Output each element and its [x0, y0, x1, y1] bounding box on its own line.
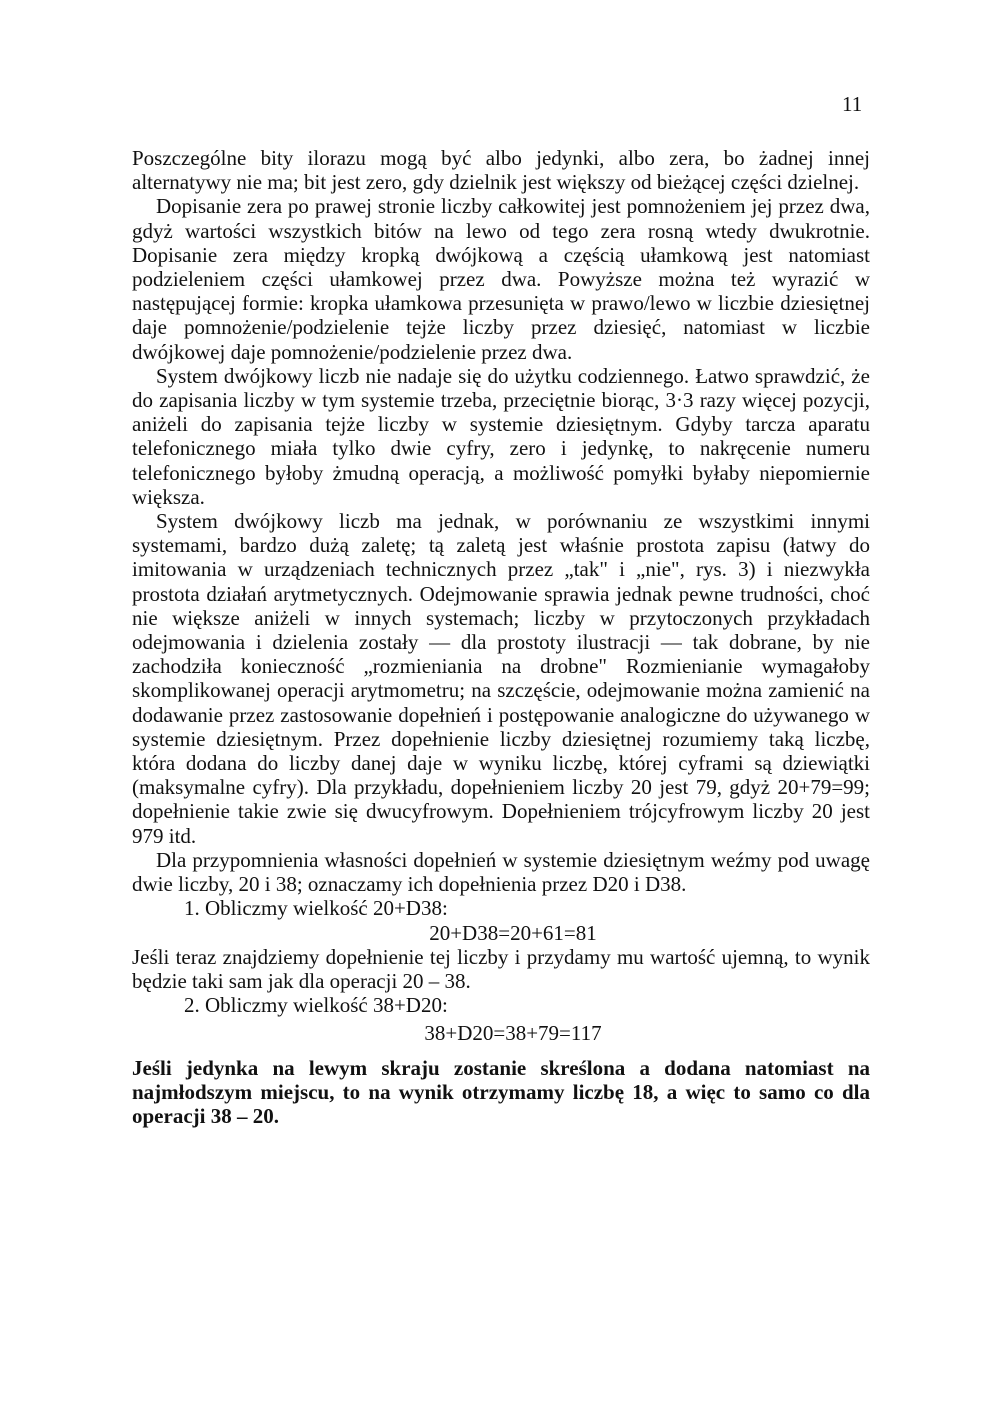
step-label: 1. Obliczmy wielkość 20+D38:: [184, 896, 448, 921]
paragraph: Dopisanie zera po prawej stronie liczby całkowitej jest pomnożeniem jej przez dwa, gdyż wartości wszystkich bitów na lewo od tego zera rosną wtedy dwukrotnie. Dopisanie zera między kropką dwójkową a częścią ułamkową jest natomiast podzieleniem części ułamkowej przez dwa. Powyższe można też wyrazić w następującej formie: kropka ułamkowa przesunięta w prawo/lewo w liczbie dziesiętnej daje pomnożenie/podzielenie tejże liczby przez dziesięć, natomiast w liczbie dwójkowej daje pomnożenie/podzielenie przez dwa.: [132, 194, 870, 364]
paragraph: Poszczególne bity ilorazu mogą być albo jedynki, albo zera, bo żadnej innej alternatywy nie ma; bit jest zero, gdy dzielnik jest większy od bieżącej części dzielnej.: [132, 146, 870, 195]
paragraph: System dwójkowy liczb ma jednak, w porównaniu ze wszystkimi innymi systemami, bardzo dużą zaletę; tą zaletą jest właśnie prostota zapisu (łatwy do imitowania w urządzeniach technicznych przez „tak" i „nie", rys. 3) i niezwykła prostota działań arytmetycznych. Odejmowanie sprawia jednak pewne trudności, choć nie większe aniżeli w innych systemach; liczby w przytoczonych przykładach odejmowania i dzielenia zostały — dla prostoty ilustracji — tak dobrane, by nie zachodziła konieczność „rozmieniania na drobne" Rozmienianie wymagałoby skomplikowanej operacji arytmometru; na szczęście, odejmowanie można zamienić na dodawanie przez zastosowanie dopełnień i postępowanie analogiczne do używanego w systemie dziesiętnym. Przez dopełnienie liczby dziesiętnej rozumiemy taką liczbę, która dodana do liczby danej daje w wyniku liczbę, której cyframi są dziewiątki (maksymalne cyfry). Dla przykładu, dopełnieniem liczby 20 jest 79, gdyż 20+79=99; dopełnienie takie zwie się dwucyfrowym. Dopełnieniem trójcyfrowym liczby 20 jest 979 itd.: [132, 509, 870, 848]
paragraph: Dla przypomnienia własności dopełnień w systemie dziesiętnym weźmy pod uwagę dwie liczby, 20 i 38; oznaczamy ich dopełnienia przez D20 i D38.: [132, 847, 870, 897]
paragraph: Jeśli jedynka na lewym skraju zostanie skreślona a dodana natomiast na najmłodszym miejscu, to na wynik otrzymamy liczbę 18, a więc to samo co dla operacji 38 – 20.: [132, 1055, 870, 1128]
page-body: [132, 146, 870, 1128]
formula: 38+D20=38+79=117: [424, 1021, 602, 1046]
paragraph: System dwójkowy liczb nie nadaje się do użytku codziennego. Łatwo sprawdzić, że do zapisania liczby w tym systemie trzeba, przeciętnie biorąc, 3·3 razy więcej pozycji, aniżeli do zapisania tejże liczby w systemie dziesiętnym. Gdyby tarcza aparatu telefonicznego miała tylko dwie cyfry, zero i jedynkę, to nakręcenie numeru telefonicznego byłoby żmudną operacją, a możliwość pomyłki byłaby niepomiernie większa.: [132, 363, 870, 509]
formula: 20+D38=20+61=81: [429, 920, 597, 945]
paragraph: Jeśli teraz znajdziemy dopełnienie tej liczby i przydamy mu wartość ujemną, to wynik będzie taki sam jak dla operacji 20 – 38.: [132, 944, 870, 993]
page-number: 11: [842, 92, 863, 116]
step-label: 2. Obliczmy wielkość 38+D20:: [184, 993, 448, 1018]
